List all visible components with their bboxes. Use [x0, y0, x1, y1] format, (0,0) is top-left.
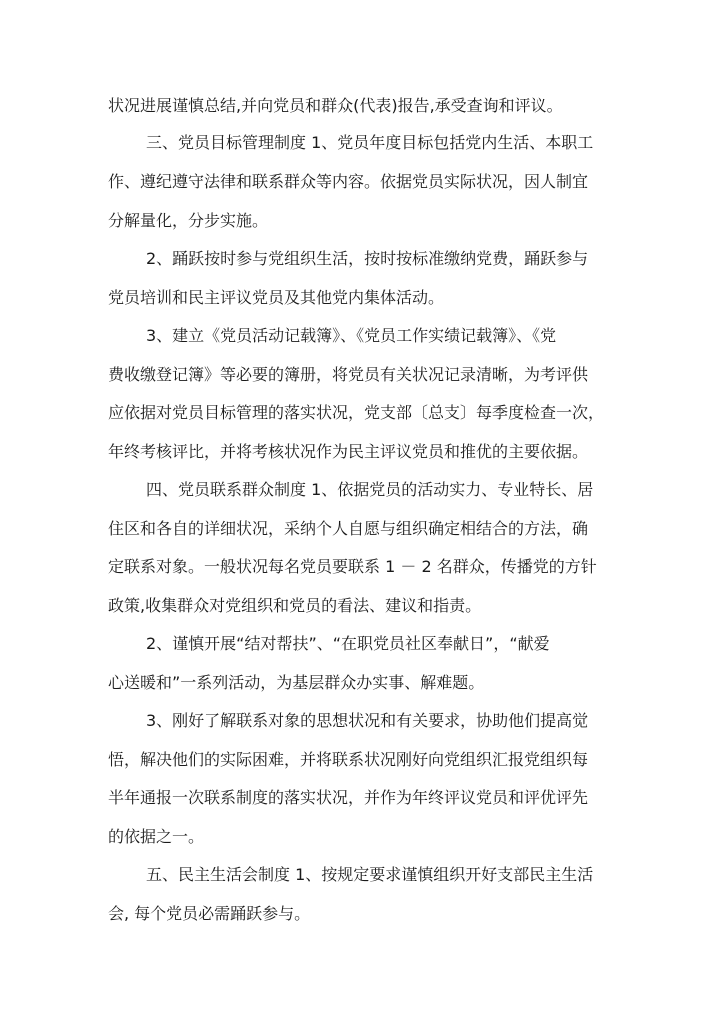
text-line: 五、民主生活会制度 1、按规定要求谨慎组织开好支部民主生活 — [146, 865, 594, 884]
text-line: 四、党员联系群众制度 1、依据党员的活动实力、专业特长、居 — [146, 480, 594, 499]
text-line: 政策,收集群众对党组织和党员的看法、建议和指责。 — [108, 596, 482, 615]
text-line: 半年通报一次联系制度的落实状况，并作为年终评议党员和评优评先 — [108, 788, 589, 807]
text-line: 悟，解决他们的实际困难，并将联系状况刚好向党组织汇报党组织每 — [108, 750, 589, 769]
text-line: 状况进展谨慎总结,并向党员和群众(代表)报告,承受查询和评议。 — [108, 96, 563, 115]
text-line: 3、建立《党员活动记载簿》、《党员工作实绩记载簿》、《党 — [146, 326, 557, 345]
text-line: 年终考核评比，并将考核状况作为民主评议党员和推优的主要依据。 — [108, 442, 589, 461]
text-line: 三、党员目标管理制度 1、党员年度目标包括党内生活、本职工 — [146, 133, 594, 152]
text-line: 心送暖和”一系列活动，为基层群众办实事、解难题。 — [108, 673, 485, 692]
text-line: 住区和各自的详细状况，采纳个人自愿与组织确定相结合的方法，确 — [108, 519, 589, 538]
text-line: 分解量化，分步实施。 — [108, 211, 269, 230]
text-line: 的依据之一。 — [108, 827, 205, 846]
text-line: 应依据对党员目标管理的落实状况，党支部〔总支〕每季度检查一次， — [108, 403, 605, 422]
text-line: 2、谨慎开展“结对帮扶”、“在职党员社区奉献日”，“献爱 — [146, 634, 550, 653]
text-line: 费收缴登记簿》等必要的簿册，将党员有关状况记录清晰，为考评供 — [108, 365, 589, 384]
text-line: 党员培训和民主评议党员及其他党内集体活动。 — [108, 288, 445, 307]
text-line: 作、遵纪遵守法律和联系群众等内容。依据党员实际状况，因人制宜 — [108, 172, 589, 191]
text-line: 2、踊跃按时参与党组织生活，按时按标准缴纳党费，踊跃参与 — [146, 249, 589, 268]
text-line: 3、刚好了解联系对象的思想状况和有关要求，协助他们提高觉 — [146, 711, 589, 730]
text-line: 定联系对象。一般状况每名党员要联系 1 － 2 名群众，传播党的方针 — [108, 557, 597, 576]
text-line: 会, 每个党员必需踊跃参与。 — [108, 904, 311, 923]
